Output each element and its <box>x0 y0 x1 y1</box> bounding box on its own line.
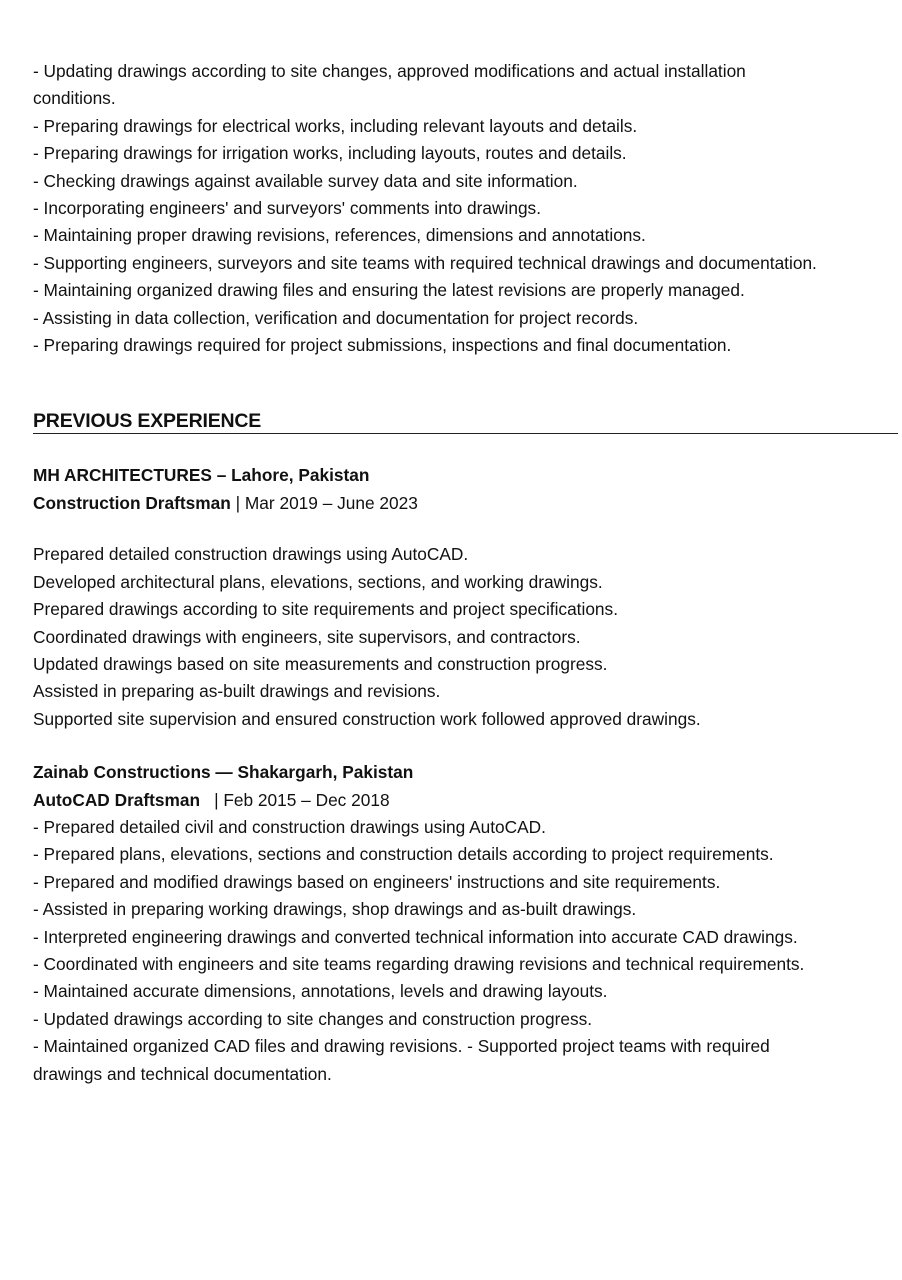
list-item: Coordinated drawings with engineers, site supervisors, and contractors. <box>33 626 581 647</box>
list-item: Supported site supervision and ensured construction work followed approved drawings. <box>33 708 701 729</box>
list-item: drawings and technical documentation. <box>33 1063 332 1084</box>
spacer <box>33 517 902 541</box>
list-item: Developed architectural plans, elevations, sections, and working drawings. <box>33 571 603 592</box>
section-divider <box>33 433 898 434</box>
list-item: Prepared drawings according to site requirements and project specifications. <box>33 599 618 620</box>
section-heading-text: PREVIOUS EXPERIENCE <box>33 410 262 433</box>
list-item: - Checking drawings against available survey data and site information. <box>33 170 578 191</box>
company-name: Zainab Constructions — Shakargarh, Pakistan <box>33 762 414 783</box>
job-role-line <box>33 490 902 517</box>
list-item: conditions. <box>33 88 116 109</box>
job-entry-mh-architectures <box>33 462 902 733</box>
job-dates: | Mar 2019 – June 2023 <box>235 492 418 513</box>
list-item: Updated drawings based on site measurements and construction progress. <box>33 653 608 674</box>
list-item: - Preparing drawings required for project submissions, inspections and final documentation. <box>33 335 732 356</box>
intro-bullet-list <box>33 58 902 359</box>
list-item: - Prepared and modified drawings based on engineers' instructions and site requirements. <box>33 871 721 892</box>
section-heading-previous-experience <box>33 408 898 434</box>
list-item: - Supporting engineers, surveyors and site teams with required technical drawings and documentation. <box>33 252 817 273</box>
list-item: Assisted in preparing as-built drawings and revisions. <box>33 681 441 702</box>
list-item: - Prepared detailed civil and construction drawings using AutoCAD. <box>33 816 546 837</box>
list-item: - Maintained accurate dimensions, annotations, levels and drawing layouts. <box>33 981 608 1002</box>
list-item: - Preparing drawings for electrical works, including relevant layouts and details. <box>33 115 638 136</box>
list-item: - Maintaining organized drawing files and ensuring the latest revisions are properly managed. <box>33 280 745 301</box>
list-item: Prepared detailed construction drawings using AutoCAD. <box>33 544 469 565</box>
list-item: - Updated drawings according to site changes and construction progress. <box>33 1008 593 1029</box>
job-dates: | Feb 2015 – Dec 2018 <box>214 789 390 810</box>
list-item: - Maintained organized CAD files and drawing revisions. - Supported project teams with required <box>33 1036 770 1057</box>
list-item: - Assisted in preparing working drawings, shop drawings and as-built drawings. <box>33 899 637 920</box>
job-title: AutoCAD Draftsman <box>33 789 201 810</box>
list-item: - Prepared plans, elevations, sections and construction details according to project requirements. <box>33 844 774 865</box>
list-item: - Updating drawings according to site changes, approved modifications and actual installation <box>33 61 746 81</box>
list-item: - Incorporating engineers' and surveyors' comments into drawings. <box>33 198 541 219</box>
job-entry-zainab-constructions <box>33 759 902 1088</box>
job-role-line <box>33 787 902 814</box>
job-title: Construction Draftsman <box>33 492 231 513</box>
list-item: - Interpreted engineering drawings and converted technical information into accurate CAD drawings. <box>33 926 798 947</box>
list-item: - Coordinated with engineers and site teams regarding drawing revisions and technical requirements. <box>33 953 805 974</box>
list-item: - Assisting in data collection, verification and documentation for project records. <box>33 307 639 328</box>
list-item: - Preparing drawings for irrigation works, including layouts, routes and details. <box>33 143 627 164</box>
list-item: - Maintaining proper drawing revisions, references, dimensions and annotations. <box>33 225 646 246</box>
company-name: MH ARCHITECTURES – Lahore, Pakistan <box>33 465 370 486</box>
